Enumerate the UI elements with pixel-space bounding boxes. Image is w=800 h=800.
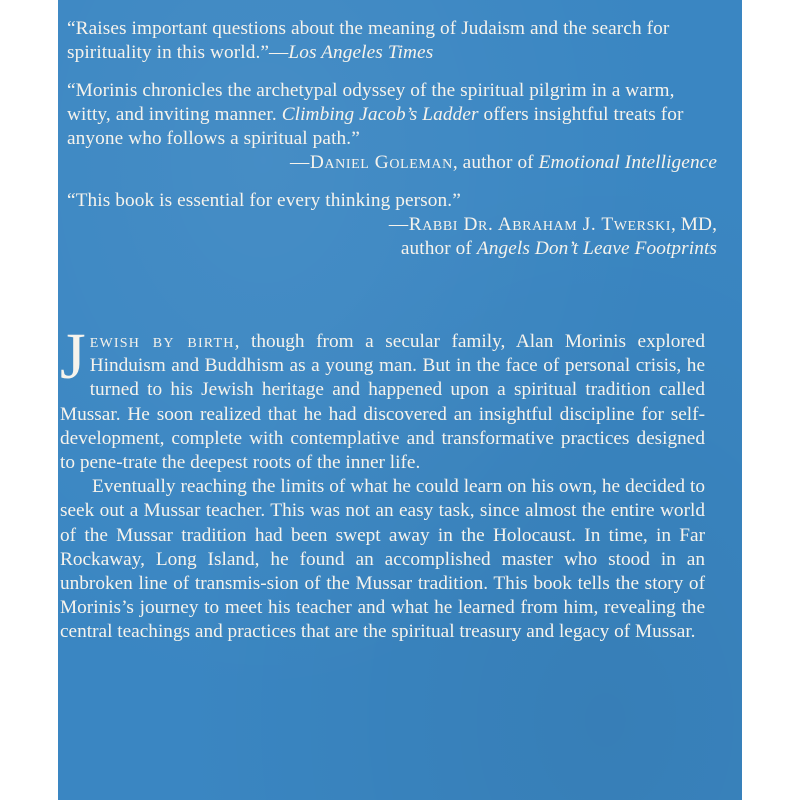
review-book-title: Climbing Jacob’s Ladder bbox=[281, 104, 479, 125]
review-blurbs bbox=[67, 17, 717, 275]
book-back-cover bbox=[58, 0, 742, 800]
drop-cap: J bbox=[60, 320, 86, 393]
review-quote bbox=[67, 189, 717, 213]
review-quote bbox=[67, 79, 717, 151]
description-paragraph-2: Eventually reaching the limits of what he could learn on his own, he decided to seek out a Mussar teacher. This was not an easy task, since almost the entire world of the Mussar tradition had been swept away in the Holocaust. In time, in Far Rockaway, Long Island, he found an accomplished master who stood in an unbroken line of transmis-sion of the Mussar tradition. This book tells the story of Morinis’s journey to meet his teacher and what he learned from him, revealing the central teachings and practices that are the spiritual treasury and legacy of Mussar. bbox=[60, 476, 705, 643]
review-author: —Rabbi Dr. Abraham J. Twerski bbox=[388, 214, 671, 235]
review-dash: — bbox=[269, 42, 289, 63]
review-quote-text: “Raises important questions about the meaning of Judaism and the search for spirituality in this world.” bbox=[67, 18, 670, 63]
description-paragraph-1 bbox=[60, 320, 706, 475]
review-source: Los Angeles Times bbox=[288, 42, 434, 63]
review-quote-text: “Morinis chronicles the archetypal odyssey of the spiritual pilgrim in a warm, witty, and inviting manner. bbox=[67, 80, 675, 125]
review-attribution bbox=[67, 151, 717, 175]
review-quote-text-continued: offers insightful treats for anyone who follows a spiritual path.” bbox=[67, 104, 684, 149]
review-author-role: author of bbox=[400, 238, 477, 259]
review-attribution bbox=[67, 213, 717, 237]
review-blurb-2 bbox=[67, 79, 717, 175]
review-author: —Daniel Goleman bbox=[290, 152, 453, 173]
review-blurb-3 bbox=[67, 189, 717, 261]
review-attribution-line-2 bbox=[67, 237, 717, 261]
description-text: , though from a secular family, Alan Morinis explored Hinduism and Buddhism as a young man. But in the face of personal crisis, he turned to his Jewish heritage and happened upon a spiritual tradition called Mussar. He soon realized that he had discovered an insightful discipline for self-development, complete with contemplative and transformative practices designed to pene-trate the deepest roots of the inner life. bbox=[60, 331, 706, 474]
description-lead: ewish by birth bbox=[89, 331, 235, 352]
review-quote bbox=[67, 17, 717, 65]
review-quote-text: “This book is essential for every thinking person.” bbox=[67, 190, 461, 211]
review-author-suffix: , MD, bbox=[670, 214, 717, 235]
book-description bbox=[60, 320, 706, 645]
review-author-role: , author of bbox=[452, 152, 539, 173]
review-author-book: Angels Don’t Leave Footprints bbox=[476, 238, 717, 259]
review-author-book: Emotional Intelligence bbox=[538, 152, 717, 173]
review-blurb-1 bbox=[67, 17, 717, 65]
